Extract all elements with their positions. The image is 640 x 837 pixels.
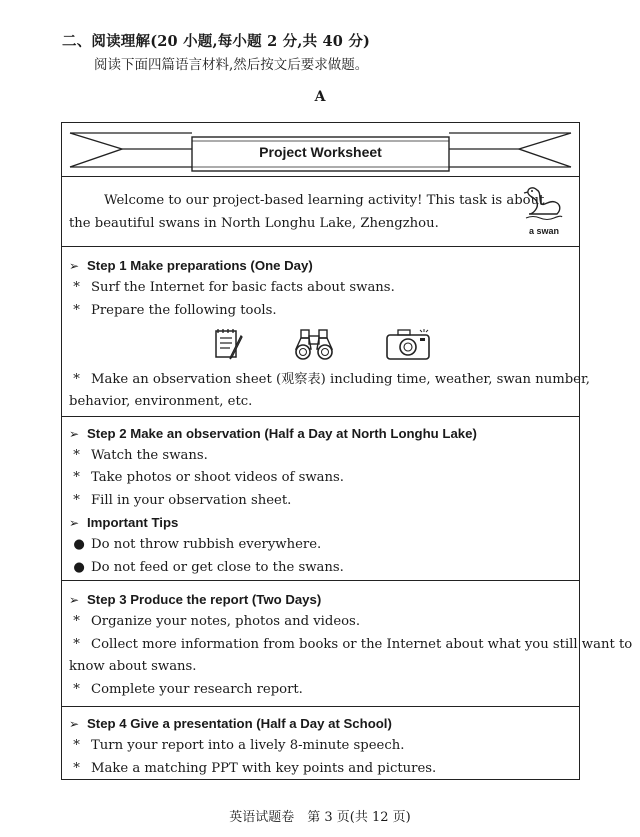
arrow-bullet-icon: ➢ xyxy=(69,259,80,273)
intro-text-line1: Welcome to our project-based learning activity! This task is about xyxy=(104,193,545,208)
asterisk-bullet-icon: * xyxy=(69,280,80,295)
asterisk-bullet-icon: * xyxy=(69,637,80,652)
asterisk-bullet-icon: * xyxy=(69,372,80,387)
step4-heading xyxy=(69,715,571,733)
step3-item xyxy=(69,681,571,699)
binoculars-icon xyxy=(292,327,336,361)
asterisk-bullet-icon: * xyxy=(69,470,80,485)
arrow-bullet-icon: ➢ xyxy=(69,427,80,441)
step1-item xyxy=(69,279,571,297)
step4-item xyxy=(69,737,571,755)
tips-heading-text: Important Tips xyxy=(87,515,179,530)
step1-item xyxy=(69,302,571,320)
asterisk-bullet-icon: * xyxy=(69,493,80,508)
step2-heading-text: Step 2 Make an observation (Half a Day at North Longhu Lake) xyxy=(87,426,477,441)
step1-sheet-text: Make an observation sheet (观察表) including time, weather, swan number, xyxy=(91,372,590,387)
worksheet-title: Project Worksheet xyxy=(259,144,382,160)
step1-heading xyxy=(69,257,571,275)
notepad-pencil-icon xyxy=(212,327,246,361)
step3-item-text: Organize your notes, photos and videos. xyxy=(91,614,361,629)
step3-item-continued: know about swans. xyxy=(69,659,197,674)
asterisk-bullet-icon: * xyxy=(69,448,80,463)
step1-section xyxy=(62,247,590,417)
tip-item xyxy=(69,559,571,577)
step4-section xyxy=(62,707,579,778)
dot-bullet-icon: ● xyxy=(69,537,85,552)
swan-label: a swan xyxy=(528,226,559,236)
tip-item xyxy=(69,536,571,554)
step1-heading-text: Step 1 Make preparations (One Day) xyxy=(87,258,313,273)
step2-item-text: Take photos or shoot videos of swans. xyxy=(91,470,344,485)
step2-section xyxy=(62,417,579,581)
asterisk-bullet-icon: * xyxy=(69,682,80,697)
intro-section xyxy=(62,176,579,247)
tip-item-text: Do not throw rubbish everywhere. xyxy=(91,537,322,552)
step2-item xyxy=(69,469,571,487)
intro-text-line2: the beautiful swans in North Longhu Lake, Zhengzhou. xyxy=(69,216,439,231)
step4-heading-text: Step 4 Give a presentation (Half a Day at School) xyxy=(87,716,392,731)
step3-item-text: Collect more information from books or the Internet about what you still want to xyxy=(91,637,633,652)
step1-item-text: Surf the Internet for basic facts about swans. xyxy=(91,280,395,295)
asterisk-bullet-icon: * xyxy=(69,738,80,753)
tips-heading xyxy=(69,514,571,532)
asterisk-bullet-icon: * xyxy=(69,761,80,776)
step2-heading xyxy=(69,425,571,443)
dot-bullet-icon: ● xyxy=(69,560,85,575)
arrow-bullet-icon: ➢ xyxy=(69,516,80,530)
page-footer: 英语试题卷 第 3 页(共 12 页) xyxy=(229,810,411,825)
step3-item xyxy=(69,636,633,654)
swan-illustration xyxy=(519,184,569,240)
step1-item-text: Prepare the following tools. xyxy=(91,303,277,318)
section-instruction: 阅读下面四篇语言材料,然后按文后要求做题。 xyxy=(94,57,369,73)
section-title: 二、阅读理解(20 小题,每小题 2 分,共 40 分) xyxy=(62,33,371,50)
step3-heading xyxy=(69,591,571,609)
step4-item-text: Turn your report into a lively 8-minute speech. xyxy=(91,738,405,753)
asterisk-bullet-icon: * xyxy=(69,303,80,318)
step2-item-text: Fill in your observation sheet. xyxy=(91,493,292,508)
passage-letter: A xyxy=(314,89,326,105)
step3-item-text: Complete your research report. xyxy=(91,682,303,697)
project-worksheet xyxy=(61,122,633,780)
tip-item-text: Do not feed or get close to the swans. xyxy=(91,560,344,575)
camera-icon xyxy=(384,327,432,361)
step3-item xyxy=(69,613,571,631)
step2-item xyxy=(69,447,571,465)
worksheet-header xyxy=(62,123,579,177)
step4-item-text: Make a matching PPT with key points and pictures. xyxy=(91,761,437,776)
asterisk-bullet-icon: * xyxy=(69,614,80,629)
arrow-bullet-icon: ➢ xyxy=(69,717,80,731)
swan-icon xyxy=(523,184,565,222)
step3-heading-text: Step 3 Produce the report (Two Days) xyxy=(87,592,322,607)
step2-item xyxy=(69,492,571,510)
step3-section xyxy=(62,581,633,707)
arrow-bullet-icon: ➢ xyxy=(69,593,80,607)
step2-item-text: Watch the swans. xyxy=(91,448,208,463)
step1-sheet-line1 xyxy=(69,371,590,389)
step1-sheet-line2: behavior, environment, etc. xyxy=(69,394,253,409)
step4-item xyxy=(69,760,571,778)
